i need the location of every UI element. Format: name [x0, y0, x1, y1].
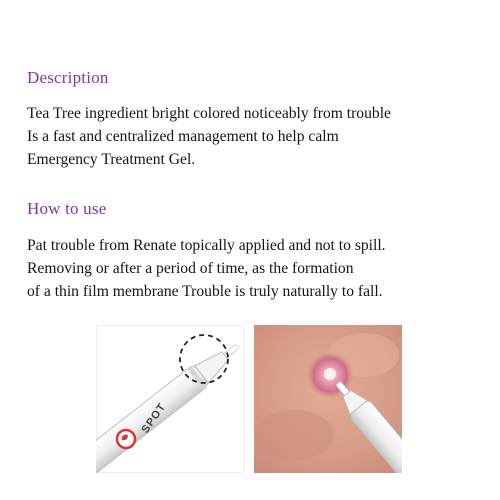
skin-illustration	[254, 325, 402, 473]
how-to-use-line: of a thin film membrane Trouble is truly naturally to fall.	[27, 283, 383, 300]
description-line: Emergency Treatment Gel.	[27, 151, 196, 168]
product-pen-image	[96, 325, 244, 473]
how-to-use-text	[27, 234, 495, 303]
description-heading: Description	[27, 68, 109, 87]
pen-label-text: SPOT	[139, 400, 169, 436]
how-to-use-heading: How to use	[27, 199, 107, 218]
skin-application-image	[254, 325, 402, 473]
description-text	[27, 102, 495, 171]
how-to-use-line: Removing or after a period of time, as the formation	[27, 260, 354, 277]
how-to-use-line: Pat trouble from Renate topically applied and not to spill.	[27, 237, 386, 254]
description-line: Tea Tree ingredient bright colored noticeably from trouble	[27, 105, 391, 122]
description-line: Is a fast and centralized management to help calm	[27, 128, 339, 145]
pen-illustration	[96, 325, 244, 473]
